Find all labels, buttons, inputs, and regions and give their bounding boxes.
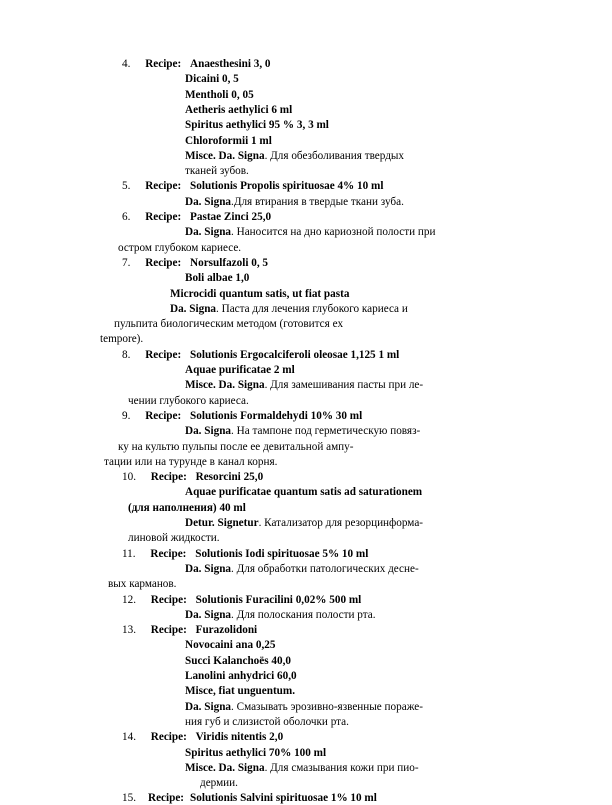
ingredient-line: Novocaini ana 0,25	[185, 639, 276, 651]
recipe-9-header	[122, 409, 362, 423]
ingredient-line: Succi Kalanchoës 40,0	[185, 655, 291, 667]
signa-line: Da. Signa. Для обработки патологических десне-	[185, 563, 419, 575]
recipe-7-header	[122, 256, 268, 270]
item-number: 5.	[122, 180, 131, 192]
ingredient-line: Spiritus aethylici 95 % 3, 3 ml	[185, 119, 329, 131]
description-line: чении глубокого кариеса.	[128, 395, 249, 407]
prescription-text: Solutionis Salvini spirituosae 1% 10 ml	[190, 792, 377, 804]
prescription-text: Solutionis Ergocalciferoli oleosae 1,125 1 ml	[190, 349, 400, 361]
item-number: 7.	[122, 257, 131, 269]
ingredient-line: Aquae purificatae quantum satis ad saturationem	[185, 486, 423, 498]
recipe-label: Recipe:	[150, 624, 187, 636]
ingredient-line: Misce, fiat unguentum.	[185, 685, 296, 697]
item-number: 15.	[122, 792, 136, 804]
recipe-label: Recipe:	[150, 731, 187, 743]
recipe-15-header	[122, 791, 377, 805]
signa-line: Detur. Signetur. Катализатор для резорцинформа-	[185, 517, 424, 529]
signa-line: Misce. Da. Signa. Для обезболивания твердых	[185, 150, 405, 162]
ingredient-line: Dicaini 0, 5	[185, 73, 239, 85]
description-line: пульпита биологическим методом (готовится ex	[114, 318, 344, 330]
recipe-11-header	[122, 547, 368, 561]
recipe-13-header	[122, 623, 257, 637]
item-number: 14.	[122, 731, 136, 743]
recipe-label: Recipe:	[145, 180, 182, 192]
recipe-label: Recipe:	[145, 257, 182, 269]
description-line: вых карманов.	[108, 578, 177, 590]
item-number: 8.	[122, 349, 131, 361]
recipe-label: Recipe:	[145, 58, 182, 70]
description-line: дермии.	[200, 777, 238, 789]
recipe-6-header	[122, 210, 271, 224]
item-number: 12.	[122, 594, 136, 606]
ingredient-line: Aetheris aethylici 6 ml	[185, 104, 293, 116]
signa-line: Da. Signa. Для полоскания полости рта.	[185, 609, 376, 621]
description-line: линовой жидкости.	[128, 532, 220, 544]
recipe-label: Recipe:	[150, 471, 187, 483]
ingredient-line: (для наполнения) 40 ml	[128, 502, 246, 514]
ingredient-line: Lanolini anhydrici 60,0	[185, 670, 297, 682]
description-line: остром глубоком кариесе.	[118, 242, 242, 254]
prescription-text: Solutionis Formaldehydi 10% 30 ml	[190, 410, 363, 422]
prescription-text: Anaesthesini 3, 0	[190, 58, 271, 70]
recipe-5-header	[122, 179, 383, 193]
prescription-text: Solutionis Propolis spirituosae 4% 10 ml	[190, 180, 384, 192]
prescription-text: Pastae Zinci 25,0	[190, 211, 272, 223]
ingredient-line: Microcidi quantum satis, ut fiat pasta	[170, 288, 350, 300]
item-number: 6.	[122, 211, 131, 223]
signa-line: Da. Signa.Для втирания в твердые ткани зуба.	[185, 196, 404, 208]
ingredient-line: Mentholi 0, 05	[185, 89, 254, 101]
ingredient-line: Spiritus aethylici 70% 100 ml	[185, 747, 327, 759]
signa-line: Da. Signa. На тампоне под герметическую повяз-	[185, 425, 421, 437]
ingredient-line: Boli albae 1,0	[185, 272, 250, 284]
recipe-8-header	[122, 348, 399, 362]
item-number: 10.	[122, 471, 136, 483]
recipe-label: Recipe:	[147, 792, 185, 804]
prescription-text: Furazolidoni	[195, 624, 258, 636]
recipe-label: Recipe:	[150, 594, 187, 606]
signa-line: Da. Signa. Наносится на дно кариозной полости при	[185, 226, 436, 238]
signa-line: Misce. Da. Signa. Для смазывания кожи при пио-	[185, 762, 419, 774]
recipe-label: Recipe:	[145, 349, 182, 361]
recipe-12-header	[122, 593, 361, 607]
item-number: 9.	[122, 410, 131, 422]
signa-line: Da. Signa. Смазывать эрозивно-язвенные пораже-	[185, 701, 423, 713]
recipe-label: Recipe:	[145, 211, 182, 223]
prescription-text: Solutionis Iodi spirituosae 5% 10 ml	[195, 548, 369, 560]
prescription-text: Solutionis Furacilini 0,02% 500 ml	[195, 594, 362, 606]
prescription-text: Viridis nitentis 2,0	[195, 731, 284, 743]
recipe-14-header	[122, 730, 283, 744]
description-line: тации или на турунде в канал корня.	[104, 456, 278, 468]
description-line: ния губ и слизистой оболочки рта.	[185, 716, 349, 728]
description-line: tempore).	[100, 333, 144, 345]
description-line: тканей зубов.	[185, 165, 249, 177]
item-number: 13.	[122, 624, 136, 636]
ingredient-line: Chloroformii 1 ml	[185, 135, 272, 147]
recipe-10-header	[122, 470, 263, 484]
recipe-label: Recipe:	[145, 410, 182, 422]
prescription-text: Resorcini 25,0	[195, 471, 264, 483]
item-number: 4.	[122, 58, 131, 70]
prescription-text: Norsulfazoli 0, 5	[190, 257, 269, 269]
ingredient-line: Aquae purificatae 2 ml	[185, 364, 295, 376]
recipe-4-header	[122, 57, 271, 71]
recipe-label: Recipe:	[150, 548, 187, 560]
signa-line: Misce. Da. Signa. Для замешивания пасты при ле-	[185, 379, 424, 391]
description-line: ку на культю пульпы после ее девитальной ампу-	[118, 441, 354, 453]
item-number: 11.	[122, 548, 136, 560]
signa-line: Da. Signa. Паста для лечения глубокого кариеса и	[170, 303, 408, 315]
